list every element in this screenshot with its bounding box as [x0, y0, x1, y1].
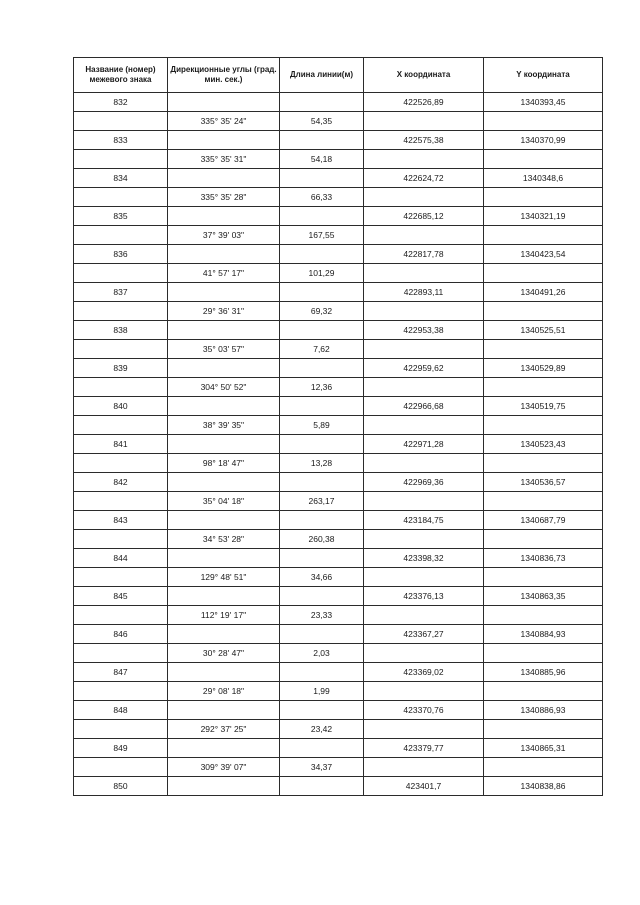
header-x: X координата	[364, 58, 484, 93]
cell-length	[280, 207, 364, 226]
cell-angle: 41° 57' 17"	[168, 264, 280, 283]
table-row-segment	[74, 150, 603, 169]
cell-x: 423398,32	[364, 549, 484, 568]
cell-x: 422969,36	[364, 473, 484, 492]
cell-name	[74, 416, 168, 435]
cell-angle: 98° 18' 47"	[168, 454, 280, 473]
cell-name: 841	[74, 435, 168, 454]
table-row-point	[74, 549, 603, 568]
cell-name	[74, 378, 168, 397]
cell-x: 423370,76	[364, 701, 484, 720]
cell-y: 1340863,35	[484, 587, 603, 606]
cell-x: 422817,78	[364, 245, 484, 264]
cell-length: 12,36	[280, 378, 364, 397]
table-row-point	[74, 245, 603, 264]
cell-name	[74, 226, 168, 245]
cell-y: 1340884,93	[484, 625, 603, 644]
cell-x	[364, 644, 484, 663]
cell-x	[364, 530, 484, 549]
cell-angle	[168, 245, 280, 264]
cell-length	[280, 359, 364, 378]
cell-name: 835	[74, 207, 168, 226]
cell-length: 66,33	[280, 188, 364, 207]
cell-x: 422685,12	[364, 207, 484, 226]
cell-angle	[168, 359, 280, 378]
table-row-point	[74, 283, 603, 302]
table-row-point	[74, 93, 603, 112]
cell-length: 7,62	[280, 340, 364, 359]
cell-y: 1340525,51	[484, 321, 603, 340]
table-row-point	[74, 701, 603, 720]
cell-length: 54,18	[280, 150, 364, 169]
cell-length	[280, 435, 364, 454]
cell-name: 847	[74, 663, 168, 682]
cell-angle: 34° 53' 28"	[168, 530, 280, 549]
cell-length	[280, 397, 364, 416]
cell-y: 1340886,93	[484, 701, 603, 720]
cell-name: 837	[74, 283, 168, 302]
cell-x	[364, 226, 484, 245]
table-row-point	[74, 207, 603, 226]
cell-x	[364, 188, 484, 207]
cell-y	[484, 682, 603, 701]
cell-name: 850	[74, 777, 168, 796]
cell-y: 1340865,31	[484, 739, 603, 758]
cell-y: 1340348,6	[484, 169, 603, 188]
cell-angle	[168, 435, 280, 454]
cell-y: 1340370,99	[484, 131, 603, 150]
cell-length: 260,38	[280, 530, 364, 549]
cell-length: 2,03	[280, 644, 364, 663]
cell-y	[484, 530, 603, 549]
cell-length: 34,37	[280, 758, 364, 777]
cell-y	[484, 492, 603, 511]
cell-name: 838	[74, 321, 168, 340]
table-row-segment	[74, 530, 603, 549]
table-row-point	[74, 777, 603, 796]
cell-x: 422971,28	[364, 435, 484, 454]
cell-x	[364, 682, 484, 701]
cell-length	[280, 169, 364, 188]
table-row-point	[74, 511, 603, 530]
table-row-segment	[74, 492, 603, 511]
cell-x: 422526,89	[364, 93, 484, 112]
cell-y	[484, 606, 603, 625]
cell-x	[364, 720, 484, 739]
table-row-segment	[74, 568, 603, 587]
cell-name	[74, 112, 168, 131]
cell-name	[74, 492, 168, 511]
cell-angle	[168, 701, 280, 720]
table-row-point	[74, 321, 603, 340]
cell-length: 1,99	[280, 682, 364, 701]
table-row-point	[74, 587, 603, 606]
cell-angle	[168, 549, 280, 568]
cell-length: 5,89	[280, 416, 364, 435]
cell-name: 845	[74, 587, 168, 606]
cell-x: 423376,13	[364, 587, 484, 606]
table-row-point	[74, 435, 603, 454]
table-row-segment	[74, 112, 603, 131]
cell-name	[74, 340, 168, 359]
cell-name	[74, 150, 168, 169]
table-row-segment	[74, 226, 603, 245]
header-row	[74, 58, 603, 93]
cell-y	[484, 378, 603, 397]
table-row-point	[74, 739, 603, 758]
cell-angle: 35° 04' 18"	[168, 492, 280, 511]
cell-name: 848	[74, 701, 168, 720]
cell-y: 1340885,96	[484, 663, 603, 682]
cell-x	[364, 112, 484, 131]
cell-angle: 304° 50' 52"	[168, 378, 280, 397]
cell-x: 422624,72	[364, 169, 484, 188]
cell-x: 422959,62	[364, 359, 484, 378]
cell-x: 423367,27	[364, 625, 484, 644]
cell-name: 833	[74, 131, 168, 150]
cell-name	[74, 720, 168, 739]
cell-angle: 30° 28' 47"	[168, 644, 280, 663]
cell-x: 423369,02	[364, 663, 484, 682]
cell-x: 423401,7	[364, 777, 484, 796]
cell-angle	[168, 473, 280, 492]
table-row-segment	[74, 416, 603, 435]
cell-name	[74, 188, 168, 207]
table-row-segment	[74, 720, 603, 739]
cell-angle: 35° 03' 57"	[168, 340, 280, 359]
cell-angle	[168, 663, 280, 682]
table-body	[74, 93, 603, 796]
cell-y	[484, 644, 603, 663]
cell-length	[280, 587, 364, 606]
cell-angle	[168, 625, 280, 644]
cell-angle	[168, 169, 280, 188]
cell-length	[280, 777, 364, 796]
cell-angle: 335° 35' 28"	[168, 188, 280, 207]
cell-angle	[168, 587, 280, 606]
table-row-point	[74, 397, 603, 416]
cell-y: 1340836,73	[484, 549, 603, 568]
cell-x: 422953,38	[364, 321, 484, 340]
cell-length	[280, 473, 364, 492]
cell-angle: 335° 35' 24"	[168, 112, 280, 131]
table-row-segment	[74, 454, 603, 473]
cell-length: 23,33	[280, 606, 364, 625]
cell-x	[364, 378, 484, 397]
table-row-segment	[74, 644, 603, 663]
cell-x	[364, 492, 484, 511]
boundary-coordinates-table	[73, 57, 603, 796]
cell-length	[280, 549, 364, 568]
cell-x	[364, 454, 484, 473]
cell-x	[364, 302, 484, 321]
cell-name	[74, 264, 168, 283]
table-row-segment	[74, 682, 603, 701]
cell-length	[280, 701, 364, 720]
cell-y: 1340423,54	[484, 245, 603, 264]
header-name: Название (номер) межевого знака	[74, 58, 168, 93]
cell-name	[74, 606, 168, 625]
cell-name: 840	[74, 397, 168, 416]
cell-x: 422966,68	[364, 397, 484, 416]
cell-x: 423184,75	[364, 511, 484, 530]
table-row-segment	[74, 378, 603, 397]
cell-name: 839	[74, 359, 168, 378]
header-y: Y координата	[484, 58, 603, 93]
table-row-segment	[74, 606, 603, 625]
cell-length: 101,29	[280, 264, 364, 283]
cell-angle	[168, 739, 280, 758]
cell-y	[484, 416, 603, 435]
cell-angle	[168, 777, 280, 796]
cell-x: 423379,77	[364, 739, 484, 758]
cell-length	[280, 283, 364, 302]
cell-angle: 38° 39' 35"	[168, 416, 280, 435]
table-row-point	[74, 625, 603, 644]
cell-length	[280, 321, 364, 340]
cell-y	[484, 568, 603, 587]
cell-length: 263,17	[280, 492, 364, 511]
cell-y	[484, 340, 603, 359]
cell-length	[280, 511, 364, 530]
cell-y: 1340536,57	[484, 473, 603, 492]
cell-angle	[168, 207, 280, 226]
cell-y: 1340838,86	[484, 777, 603, 796]
cell-name: 842	[74, 473, 168, 492]
cell-angle: 37° 39' 03"	[168, 226, 280, 245]
cell-name: 836	[74, 245, 168, 264]
cell-y	[484, 758, 603, 777]
table-row-segment	[74, 264, 603, 283]
cell-y	[484, 188, 603, 207]
cell-length: 54,35	[280, 112, 364, 131]
header-length: Длина линии(м)	[280, 58, 364, 93]
cell-angle	[168, 321, 280, 340]
cell-length	[280, 625, 364, 644]
cell-name	[74, 758, 168, 777]
table-row-segment	[74, 188, 603, 207]
cell-name: 849	[74, 739, 168, 758]
header-angle: Дирекционные углы (град. мин. сек.)	[168, 58, 280, 93]
cell-length: 69,32	[280, 302, 364, 321]
cell-name: 846	[74, 625, 168, 644]
cell-angle: 309° 39' 07"	[168, 758, 280, 777]
cell-angle	[168, 283, 280, 302]
cell-name	[74, 682, 168, 701]
cell-x	[364, 758, 484, 777]
cell-name: 832	[74, 93, 168, 112]
cell-y	[484, 264, 603, 283]
table-row-point	[74, 169, 603, 188]
cell-name: 834	[74, 169, 168, 188]
cell-name	[74, 530, 168, 549]
cell-angle	[168, 93, 280, 112]
table-row-segment	[74, 302, 603, 321]
table-row-segment	[74, 340, 603, 359]
cell-length: 23,42	[280, 720, 364, 739]
cell-length: 34,66	[280, 568, 364, 587]
cell-x	[364, 340, 484, 359]
cell-length: 13,28	[280, 454, 364, 473]
cell-angle: 112° 19' 17"	[168, 606, 280, 625]
cell-angle	[168, 131, 280, 150]
cell-length	[280, 245, 364, 264]
cell-angle	[168, 397, 280, 416]
cell-y	[484, 112, 603, 131]
cell-angle: 29° 36' 31"	[168, 302, 280, 321]
cell-name: 843	[74, 511, 168, 530]
cell-y	[484, 150, 603, 169]
cell-name	[74, 568, 168, 587]
table-row-point	[74, 473, 603, 492]
cell-x	[364, 150, 484, 169]
cell-x	[364, 416, 484, 435]
table-row-point	[74, 131, 603, 150]
cell-length	[280, 663, 364, 682]
cell-y	[484, 302, 603, 321]
cell-name	[74, 302, 168, 321]
cell-y: 1340529,89	[484, 359, 603, 378]
cell-angle: 292° 37' 25"	[168, 720, 280, 739]
cell-y	[484, 454, 603, 473]
cell-length	[280, 739, 364, 758]
cell-x	[364, 606, 484, 625]
cell-x	[364, 264, 484, 283]
cell-angle	[168, 511, 280, 530]
cell-x	[364, 568, 484, 587]
cell-x: 422893,11	[364, 283, 484, 302]
cell-y: 1340491,26	[484, 283, 603, 302]
cell-length: 167,55	[280, 226, 364, 245]
table-row-point	[74, 359, 603, 378]
cell-x: 422575,38	[364, 131, 484, 150]
cell-length	[280, 131, 364, 150]
table-row-point	[74, 663, 603, 682]
cell-y	[484, 720, 603, 739]
cell-y: 1340687,79	[484, 511, 603, 530]
cell-y: 1340321,19	[484, 207, 603, 226]
cell-y: 1340393,45	[484, 93, 603, 112]
cell-length	[280, 93, 364, 112]
cell-y: 1340523,43	[484, 435, 603, 454]
cell-name: 844	[74, 549, 168, 568]
table-row-segment	[74, 758, 603, 777]
cell-name	[74, 644, 168, 663]
cell-angle: 29° 08' 18"	[168, 682, 280, 701]
cell-y	[484, 226, 603, 245]
cell-name	[74, 454, 168, 473]
cell-angle: 129° 48' 51"	[168, 568, 280, 587]
cell-angle: 335° 35' 31"	[168, 150, 280, 169]
cell-y: 1340519,75	[484, 397, 603, 416]
